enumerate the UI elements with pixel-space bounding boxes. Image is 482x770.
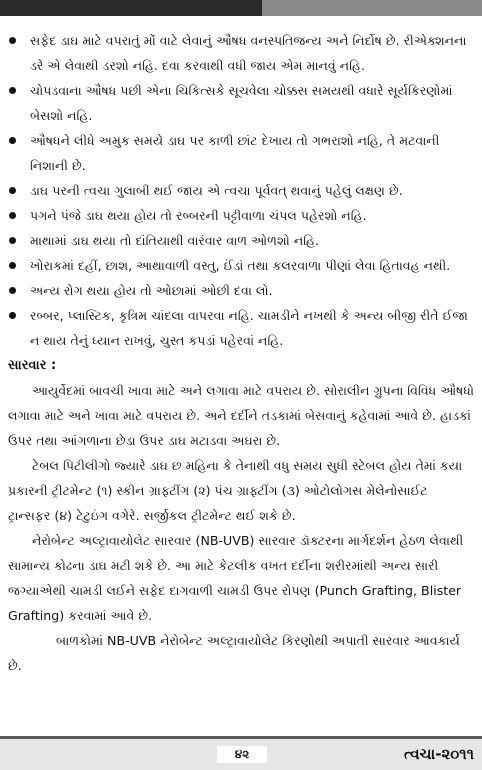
list-item: પગને પંજે ડાઘ થયા હોય તો રબ્બરની પટ્ટીવાળા ચંપલ પહેરશો નહિ. xyxy=(0,203,482,228)
bullet-icon xyxy=(9,237,16,244)
list-item: રબ્બર, પ્લાસ્ટિક, કૃત્રિમ ચાંદલા વાપરવા નહિ. ચામડીને નખથી કે અન્ય બીજી રીતે ઈજા ન થાય તેનું ધ્યાન રાખવું, ચુસ્ત કપડાં પહેરવાં નહિ. xyxy=(0,303,482,353)
list-item: સફેદ ડાઘ માટે વપરાતું મોં વાટે લેવાનું ઔષધ વનસ્પતિજન્ય અને નિર્દોષ છે. રીએક્શનના ડરે એ લેવાથી ડરશો નહિ. દવા કરવાથી વધી જાય એમ માનવું નહિ. xyxy=(0,28,482,78)
list-item: ડાઘ પરની ત્વચા ગુલાબી થઈ જાય એ ત્વચા પૂર્વવત્ થવાનું પહેલું લક્ષણ છે. xyxy=(0,178,482,203)
paragraph-children: બાળકોમાં NB-UVB નેરોબેન્ટ અલ્ટ્રાવાયોલેટ કિરણોથી અપાતી સારવાર આવકાર્ય છે. xyxy=(8,633,460,673)
top-decorative-band xyxy=(0,0,482,26)
section-title-treatment: સારવાર : xyxy=(8,358,57,373)
article-body xyxy=(0,28,482,678)
list-item: માથામાં ડાઘ થયા તો દાંતિયાથી વારંવાર વાળ ઓળશો નહિ. xyxy=(0,228,482,253)
page-number: ૪૨ xyxy=(217,746,267,763)
bullet-icon xyxy=(9,312,16,319)
list-item: અન્ય રોગ થયા હોય તો ઓછામાં ઓછી દવા લો. xyxy=(0,278,482,303)
top-band-dark xyxy=(0,0,262,16)
bullet-icon xyxy=(9,187,16,194)
paragraph-surgical: ટેબલ પિટીલીગો જ્યારે ડાઘ છ મહિના કે તેનાથી વધુ સમય સુધી સ્ટેબલ હોય તેમાં કયા પ્રકારની ટ્રીટમેન્ટ (૧) સ્કીન ગ્રાફ્ટીંગ (૨) પંચ ગ્રાફ્ટીંગ (૩) ઓટોલોગસ મેલેનોસાઈટ ટ્રાન્સફર (૪) ટેટુઇંગ વગેરે. સર્જીકલ ટ્રીટમેન્ટ થઈ શકે છે. xyxy=(8,458,463,523)
bullet-icon xyxy=(9,37,16,44)
publication-title: ત્વચા-૨૦૧૧ xyxy=(403,745,474,763)
bullet-icon xyxy=(9,287,16,294)
footer-band xyxy=(0,736,482,770)
bullet-icon xyxy=(9,87,16,94)
list-item: ચોપડવાના ઔષધ પછી એના ચિકિત્સકે સૂચવેલા ચોક્કસ સમયથી વધારે સૂર્યકિરણોમાં બેસશો નહિ. xyxy=(0,78,482,128)
bullet-icon xyxy=(9,137,16,144)
list-item: ખોરાકમાં દહીં, છાશ, આથાવાળી વસ્તુ, ઈંડાં તથા કલરવાળા પીણાં લેવા હિતાવહ નથી. xyxy=(0,253,482,278)
top-band-grey xyxy=(262,0,482,16)
list-item: ઔષધને લીધે અમુક સમયે ડાઘ પર કાળી છાંટ દેખાય તો ગભરાશો નહિ, તે મટવાની નિશાની છે. xyxy=(0,128,482,178)
bullet-icon xyxy=(9,212,16,219)
bullet-icon xyxy=(9,262,16,269)
paragraph-ayurveda: આયુર્વેદમાં બાવચી ખાવા માટે અને લગાવા માટે વપરાય છે. સોરાલીન ગ્રુપના વિવિધ ઔષધો લગાવા માટે અને ખાવા માટે વપરાય છે. અને દર્દીને તડકામાં બેસવાનું કહેવામાં આવે છે. હાડકાં ઉપર તથા આંગળાના છેડા ઉપર ડાઘ મટાડવા અઘરા છે. xyxy=(8,383,474,448)
paragraph-nbuvb: નેરોબેન્ટ અલ્ટ્રાવાયોલેટ સારવાર (NB-UVB) સારવાર ડૉક્ટરના માર્ગદર્શન હેઠળ લેવાથી સામાન્ય કોઢના ડાઘ મટી શકે છે. આ માટે કેટલીક વખત દર્દીના શરીરમાંથી અન્ય સારી જગ્યાએથી ચામડી લઈને સફેદ દાગવાળી ચામડી ઉપર રોપણ (Punch Grafting, Blister Grafting) કરવામાં આવે છે. xyxy=(8,533,464,623)
advice-list xyxy=(0,28,482,353)
